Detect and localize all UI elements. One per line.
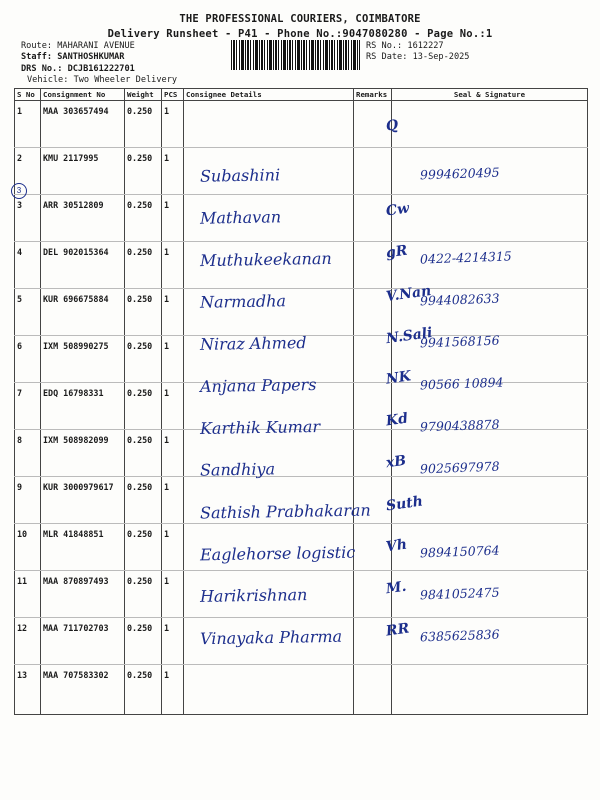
row-remarks-cell (354, 148, 392, 195)
handwritten-phone: 9944082633 (419, 290, 500, 309)
row-pcs: 1 (162, 289, 184, 336)
row-sno: 1 (15, 101, 41, 148)
row-signature-cell (392, 665, 588, 715)
row-weight: 0.250 (125, 524, 162, 571)
row-remarks-cell (354, 430, 392, 477)
row-consignment: MAA 707583302 (41, 665, 125, 715)
handwritten-signature: RR (384, 620, 411, 640)
handwritten-phone: 0422-4214315 (419, 248, 512, 267)
row-weight: 0.250 (125, 195, 162, 242)
vehicle-label: Vehicle: Two Wheeler Delivery (27, 75, 178, 85)
col-header-pcs: PCS (162, 89, 184, 101)
row-sno: 3 (15, 195, 41, 242)
staff-label: Staff: SANTHOSHKUMAR (21, 52, 125, 62)
col-header-consignment: Consignment No (41, 89, 125, 101)
row-pcs: 1 (162, 477, 184, 524)
row-remarks-cell (354, 665, 392, 715)
row-pcs: 1 (162, 336, 184, 383)
row-weight: 0.250 (125, 430, 162, 477)
row-pcs: 1 (162, 524, 184, 571)
handwritten-consignee: Anjana Papers (199, 374, 317, 397)
row-signature-cell (392, 195, 588, 242)
row-consignment: MAA 870897493 (41, 571, 125, 618)
row-weight: 0.250 (125, 383, 162, 430)
row-sno: 12 (15, 618, 41, 665)
row-weight: 0.250 (125, 242, 162, 289)
handwritten-consignee: Karthik Kumar (199, 416, 321, 439)
row-sno: 13 (15, 665, 41, 715)
handwritten-consignee: Harikrishnan (199, 585, 308, 606)
rs-date: RS Date: 13-Sep-2025 (366, 52, 470, 62)
handwritten-phone: 90566 10894 (419, 374, 504, 393)
handwritten-phone: 6385625836 (419, 626, 500, 645)
row-pcs: 1 (162, 148, 184, 195)
handwritten-consignee: Muthukeekanan (199, 248, 332, 271)
table-row (15, 101, 588, 148)
handwritten-signature: Cw (384, 200, 411, 220)
rs-number: RS No.: 1612227 (366, 41, 444, 51)
handwritten-consignee: Narmadha (199, 291, 287, 312)
col-header-consignee: Consignee Details (184, 89, 354, 101)
handwritten-signature: Q (384, 117, 400, 135)
handwritten-phone: 9790438878 (419, 416, 500, 435)
company-title: THE PROFESSIONAL COURIERS, COIMBATORE (179, 13, 421, 25)
row-sno: 7 (15, 383, 41, 430)
handwritten-consignee: Mathavan (199, 207, 282, 228)
handwritten-signature: NK (385, 368, 412, 388)
handwritten-consignee: Sathish Prabhakaran (199, 500, 371, 523)
row-sno: 8 (15, 430, 41, 477)
row-consignment: MAA 303657494 (41, 101, 125, 148)
table-row (15, 148, 588, 195)
handwritten-phone: 9941568156 (419, 332, 500, 351)
table-row (15, 195, 588, 242)
row-remarks-cell (354, 195, 392, 242)
row-consignment: DEL 902015364 (41, 242, 125, 289)
handwritten-consignee: Subashini (199, 165, 281, 186)
handwritten-signature: V.Nan (385, 282, 433, 306)
row-sno: 2 (15, 148, 41, 195)
row-sno: 9 (15, 477, 41, 524)
handwritten-consignee: Vinayaka Pharma (199, 626, 343, 649)
handwritten-phone: 9894150764 (419, 542, 500, 561)
table-header-row (15, 89, 588, 101)
handwritten-signature: gR (384, 242, 409, 262)
row-consignment: ARR 30512809 (41, 195, 125, 242)
row-sno: 11 (15, 571, 41, 618)
row-pcs: 1 (162, 430, 184, 477)
handwritten-phone: 9994620495 (419, 164, 500, 183)
row-weight: 0.250 (125, 148, 162, 195)
table-row (15, 665, 588, 715)
row-consignment: KUR 696675884 (41, 289, 125, 336)
table-row (15, 430, 588, 477)
row-sno: 5 (15, 289, 41, 336)
row-weight: 0.250 (125, 618, 162, 665)
row-consignment: EDQ 16798331 (41, 383, 125, 430)
col-header-remarks: Remarks (354, 89, 392, 101)
row-consignment: KUR 3000979617 (41, 477, 125, 524)
row-weight: 0.250 (125, 477, 162, 524)
row-pcs: 1 (162, 665, 184, 715)
row-consignee-cell (184, 101, 354, 148)
row-consignment: MAA 711702703 (41, 618, 125, 665)
row-sno: 6 (15, 336, 41, 383)
handwritten-signature: Suth (385, 493, 424, 515)
row-weight: 0.250 (125, 665, 162, 715)
row-pcs: 1 (162, 195, 184, 242)
handwritten-signature: M. (384, 578, 408, 598)
handwritten-phone: 9025697978 (419, 458, 500, 477)
handwritten-signature: N.Sali (385, 324, 434, 348)
handwritten-consignee: Niraz Ahmed (199, 333, 307, 354)
row-weight: 0.250 (125, 289, 162, 336)
row-weight: 0.250 (125, 101, 162, 148)
row-signature-cell (392, 101, 588, 148)
row-pcs: 1 (162, 383, 184, 430)
row-weight: 0.250 (125, 336, 162, 383)
row-consignment: MLR 41848851 (41, 524, 125, 571)
handwritten-consignee: Eaglehorse logistic (199, 542, 356, 565)
row-consignment: KMU 2117995 (41, 148, 125, 195)
col-header-weight: Weight (125, 89, 162, 101)
barcode (231, 40, 360, 70)
col-header-sno: S No (15, 89, 41, 101)
row-consignment: IXM 508990275 (41, 336, 125, 383)
route-label: Route: MAHARANI AVENUE (21, 41, 135, 51)
row-sno: 10 (15, 524, 41, 571)
handwritten-phone: 9841052475 (419, 584, 500, 603)
handwritten-signature: Vh (384, 536, 409, 556)
row-pcs: 1 (162, 571, 184, 618)
handwritten-consignee: Sandhiya (199, 459, 276, 480)
row-sno: 4 (15, 242, 41, 289)
handwritten-signature: xB (384, 452, 408, 472)
handwritten-signature: Kd (384, 410, 409, 430)
col-header-signature: Seal & Signature (392, 89, 588, 101)
row-consignment: IXM 508982099 (41, 430, 125, 477)
table-row (15, 289, 588, 336)
row-pcs: 1 (162, 101, 184, 148)
row-pcs: 1 (162, 618, 184, 665)
row-weight: 0.250 (125, 571, 162, 618)
circled-row-mark: 3 (11, 183, 27, 199)
drs-number: DRS No.: DCJB161222701 (21, 64, 135, 74)
runsheet-table (14, 88, 588, 715)
row-pcs: 1 (162, 242, 184, 289)
runsheet-title: Delivery Runsheet - P41 - Phone No.:9047080280 - Page No.:1 (107, 28, 493, 40)
row-consignee-cell (184, 665, 354, 715)
